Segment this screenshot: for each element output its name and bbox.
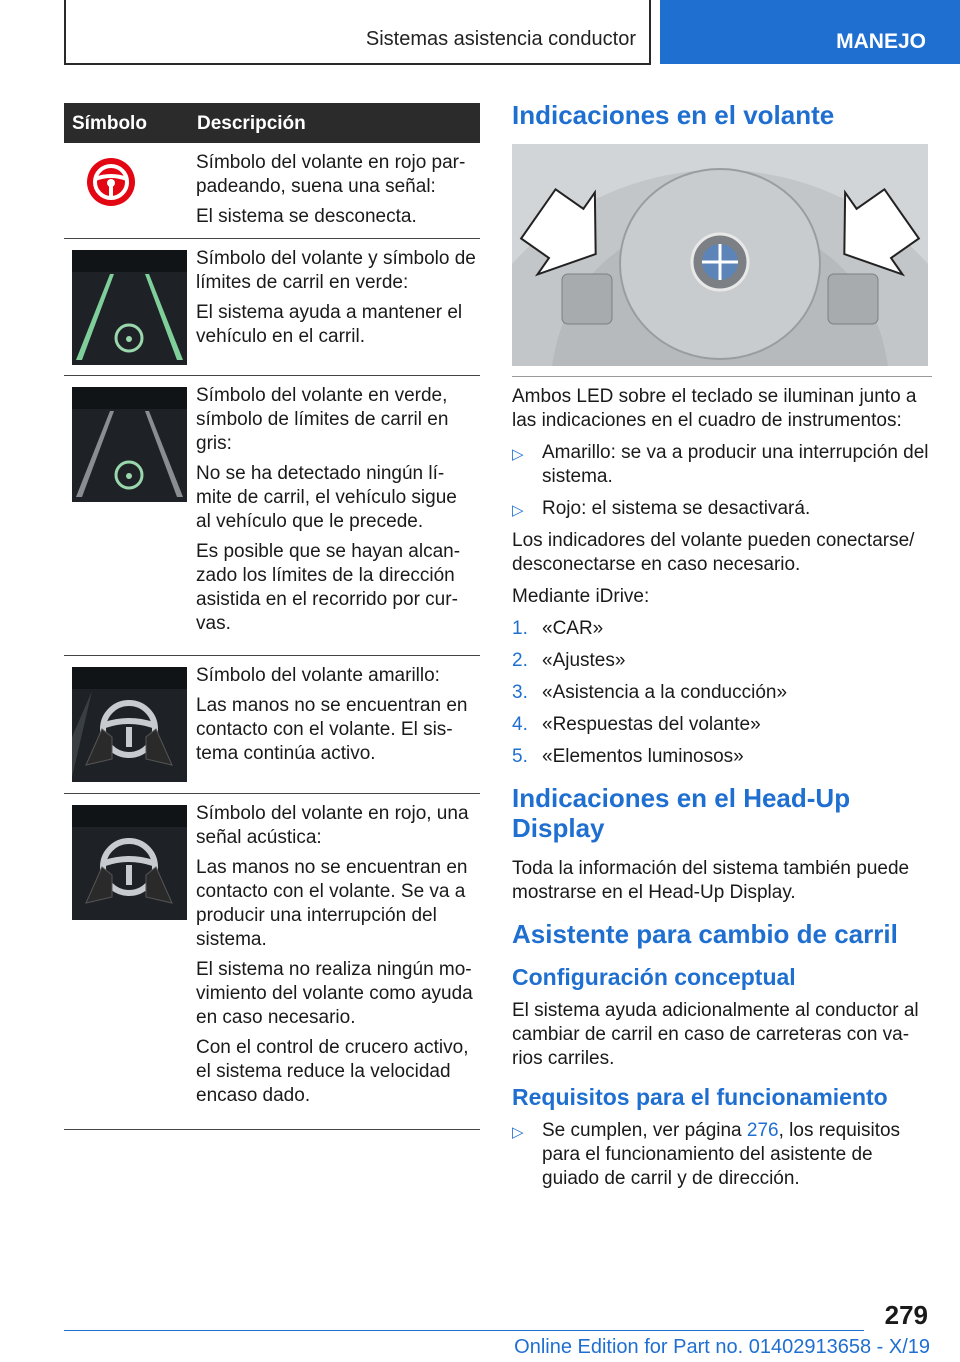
row-text: Las manos no se encuentran en contacto con el volante. El sis-tema continúa activo.: [196, 695, 468, 764]
row-description: [196, 656, 480, 782]
bullet-list: [512, 441, 932, 521]
numbered-list: [512, 617, 932, 769]
right-column: [512, 100, 932, 1199]
column-header-description: Descripción: [197, 113, 306, 134]
row-text: Símbolo del volante y símbolo de límites de carril en verde:: [196, 248, 476, 293]
row-text: Las manos no se encuentran en contacto con el volante. Se va a producir una interrupción del sistema.: [196, 857, 468, 950]
table-row: [64, 143, 480, 239]
row-text: Símbolo del volante en rojo par-padeando, suena una señal:: [196, 152, 466, 197]
table-row: [64, 239, 480, 376]
row-text: El sistema se desconecta.: [196, 206, 417, 227]
bullet-list: [512, 1119, 932, 1191]
list-item: 3. «Asistencia a la conducción»: [512, 682, 788, 703]
row-text: Símbolo del volante en rojo, una señal acústica:: [196, 803, 469, 848]
row-text: No se ha detectado ningún lí-mite de carril, el vehículo sigue al vehículo que le precede.: [196, 463, 457, 532]
row-text: Símbolo del volante en verde, símbolo de límites de carril en gris:: [196, 385, 449, 454]
heading-head-up-display: Indicaciones en el Head-Up Display: [512, 783, 851, 843]
row-description: [196, 143, 480, 245]
table-header: [64, 103, 480, 143]
row-description: [196, 376, 480, 652]
hands-off-wheel-yellow-image: [72, 667, 187, 782]
table-row: [64, 656, 480, 794]
list-item: 5. «Elementos luminosos»: [512, 746, 744, 767]
row-text: Es posible que se hayan alcan-zado los límites de la dirección asistida en el recorrido por cur-vas.: [196, 541, 461, 634]
page-number: 279: [884, 1300, 928, 1330]
header-divider: [64, 63, 651, 65]
footer-edition: Online Edition for Part no. 01402913658 - X/19: [514, 1336, 930, 1358]
paragraph: Toda la información del sistema también puede mostrarse en el Head-Up Display.: [512, 858, 910, 903]
lane-keeping-gray-image: [72, 387, 187, 502]
steering-wheel-photo: [512, 144, 928, 366]
page-reference-link[interactable]: 276: [746, 1120, 779, 1141]
footer-divider: [64, 1330, 864, 1331]
paragraph: Mediante iDrive:: [512, 586, 650, 607]
page-header: [0, 0, 960, 66]
hands-off-wheel-red-image: [72, 805, 187, 920]
row-text: El sistema ayuda a mantener el vehículo en el carril.: [196, 302, 463, 347]
section-title: Sistemas asistencia conductor: [365, 28, 636, 50]
table-row: [64, 794, 480, 1130]
list-item: ▷ Se cumplen, ver página 276, los requisitos para el funcionamiento del asistente de guiado de carril y de dirección.: [512, 1120, 901, 1189]
triangle-bullet-icon: ▷: [512, 1124, 524, 1141]
heading-configuracion: Configuración conceptual: [512, 964, 796, 990]
heading-requisitos: Requisitos para el funcionamiento: [512, 1084, 888, 1110]
steering-wheel-red-icon: [86, 157, 201, 212]
row-text: Símbolo del volante amarillo:: [196, 665, 440, 686]
row-description: [196, 794, 480, 1124]
paragraph: El sistema ayuda adicionalmente al conductor al cambiar de carril en caso de carreteras con va-rios carriles.: [512, 1000, 919, 1069]
header-divider: [649, 0, 651, 64]
paragraph: Ambos LED sobre el teclado se iluminan junto a las indicaciones en el cuadro de instrumentos:: [512, 386, 917, 431]
chapter-tab[interactable]: MANEJO: [660, 0, 960, 64]
list-item: ▷ Amarillo: se va a producir una interrupción del sistema.: [512, 442, 929, 487]
table-row: [64, 376, 480, 656]
triangle-bullet-icon: ▷: [512, 446, 524, 463]
heading-indicaciones-volante: Indicaciones en el volante: [512, 100, 835, 130]
column-header-symbol: Símbolo: [72, 113, 147, 134]
list-item: 4. «Respuestas del volante»: [512, 714, 761, 735]
triangle-bullet-icon: ▷: [512, 502, 524, 519]
paragraph: Los indicadores del volante pueden conectarse/ desconectarse en caso necesario.: [512, 530, 915, 575]
row-text: El sistema no realiza ningún mo-vimiento del volante como ayuda en caso necesario.: [196, 959, 473, 1028]
heading-cambio-carril: Asistente para cambio de carril: [512, 919, 898, 949]
divider: [512, 376, 932, 377]
row-text: Con el control de crucero activo, el sistema reduce la velocidad encaso dado.: [196, 1037, 469, 1106]
symbol-table: [64, 103, 480, 1130]
lane-keeping-green-image: [72, 250, 187, 365]
list-item: 2. «Ajustes»: [512, 650, 626, 671]
list-item: 1. «CAR»: [512, 618, 604, 639]
row-description: [196, 239, 480, 365]
list-item: ▷ Rojo: el sistema se desactivará.: [512, 497, 932, 521]
